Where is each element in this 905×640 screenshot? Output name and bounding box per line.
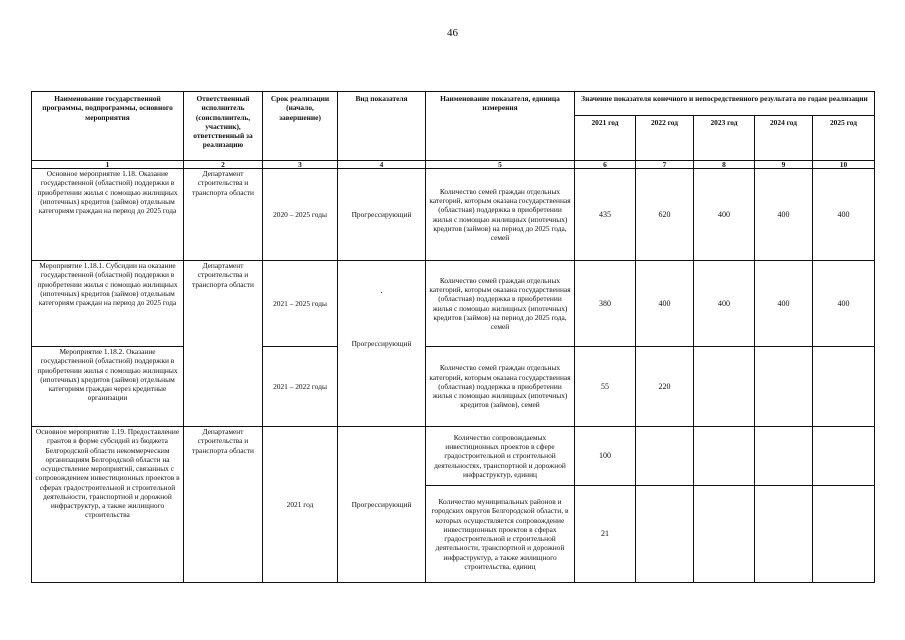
value-cell: 380 xyxy=(575,261,636,347)
value-cell: 100 xyxy=(575,427,636,486)
value-cell xyxy=(813,486,875,583)
value-cell: 55 xyxy=(575,347,636,427)
indicator-name: Количество семей граждан отдельных категорий, которым оказана государственная (областная) поддержка в приобретении жилья с помощью жилищных (ипотечных) кредитов (займов) на период до 2025 года, семей xyxy=(426,169,575,261)
period: 2021 – 2025 годы xyxy=(263,261,338,347)
value-cell: 220 xyxy=(636,347,694,427)
column-number: 1 xyxy=(32,161,184,169)
header-executor: Ответственный исполнитель (соисполнитель, участник), ответственный за реализацию xyxy=(184,92,263,161)
header-values-group: Значение показателя конечного и непосредственного результата по годам реализации xyxy=(575,92,875,116)
header-name: Наименование государственной программы, подпрограммы, основного мероприятия xyxy=(32,92,184,161)
column-number: 4 xyxy=(338,161,426,169)
indicator-type: Прогрессирующий xyxy=(351,338,412,348)
page-number: 46 xyxy=(447,27,458,39)
value-cell: 400 xyxy=(694,169,755,261)
indicator-type-cell xyxy=(338,261,426,427)
header-year: 2022 год xyxy=(636,116,694,161)
column-number: 7 xyxy=(636,161,694,169)
period: 2021 – 2022 годы xyxy=(263,347,338,427)
value-cell xyxy=(755,486,813,583)
column-number: 2 xyxy=(184,161,263,169)
value-cell xyxy=(813,347,875,427)
header-row xyxy=(32,92,875,116)
executor: Департамент строительства и транспорта области xyxy=(184,261,263,427)
indicator-name: Количество сопровождаемых инвестиционных проектов в сфере градостроительной и строительной деятельностях, транспортной и дорожной инфраструктур, единиц xyxy=(426,427,575,486)
indicator-name: Количество семей граждан отдельных категорий, которым оказана государственная (областная) поддержка в приобретении жилья с помощью жилищных (ипотечных) кредитов (займов) на период до 2025 года, семей xyxy=(426,261,575,347)
measure-name: Мероприятие 1.18.1. Субсидии на оказание государственной (областной) поддержки в приобретении жилья с помощью жилищных (ипотечных) кредитов (займов) отдельным категориям граждан на период до 2025 года xyxy=(32,261,184,347)
measure-name: Мероприятие 1.18.2. Оказание государственной (областной) поддержки в приобретении жилья с помощью жилищных (ипотечных) кредитов (займов) отдельным категориям граждан через кредитные организации xyxy=(32,347,184,427)
period: 2020 – 2025 годы xyxy=(263,169,338,261)
value-cell: 21 xyxy=(575,486,636,583)
executor: Департамент строительства и транспорта области xyxy=(184,169,263,261)
table-row xyxy=(32,427,875,486)
indicator-type: Прогрессирующий xyxy=(338,169,426,261)
value-cell xyxy=(636,427,694,486)
column-number: 9 xyxy=(755,161,813,169)
table-row xyxy=(32,261,875,347)
mark: . xyxy=(380,285,383,295)
value-cell xyxy=(813,427,875,486)
measure-name: Основное мероприятие 1.18. Оказание государственной (областной) поддержки в приобретении жилья с помощью жилищных (ипотечных) кредитов (займов) отдельным категориям граждан на период до 2025 года xyxy=(32,169,184,261)
header-year: 2021 год xyxy=(575,116,636,161)
value-cell: 400 xyxy=(813,261,875,347)
column-numbers-row xyxy=(32,161,875,169)
header-type: Вид показателя xyxy=(338,92,426,161)
value-cell xyxy=(636,486,694,583)
period: 2021 год xyxy=(263,427,338,583)
indicator-name: Количество муниципальных районов и городских округов Белгородской области, в которых осуществляется сопровождение инвестиционных проектов в сферах градостроительной и строительной деятельности, транспортной и дорожной инфраструктур, а также жилищного строительства, единиц xyxy=(426,486,575,583)
value-cell: 400 xyxy=(813,169,875,261)
measure-name: Основное мероприятие 1.19. Предоставление грантов в форме субсидий из бюджета Белгородской области некоммерческим организациям Белгородской области на осуществление мероприятий, связанных с сопровождением инвестиционных проектов в сферах градостроительной и строительной деятельности, транспортной и дорожной инфраструктур, а также жилищного строительства xyxy=(32,427,184,583)
table-row xyxy=(32,169,875,261)
results-table xyxy=(31,91,875,583)
table-row xyxy=(32,347,875,427)
header-period: Срок реализации (начало, завершение) xyxy=(263,92,338,161)
executor: Департамент строительства и транспорта области xyxy=(184,427,263,583)
column-number: 5 xyxy=(426,161,575,169)
value-cell: 400 xyxy=(755,169,813,261)
indicator-name: Количество семей граждан отдельных категорий, которым оказана государственная (областная) поддержка в приобретении жилья с помощью жилищных (ипотечных) кредитов (займов), семей xyxy=(426,347,575,427)
column-number: 6 xyxy=(575,161,636,169)
value-cell xyxy=(755,427,813,486)
value-cell xyxy=(755,347,813,427)
value-cell: 400 xyxy=(755,261,813,347)
value-cell xyxy=(694,486,755,583)
value-cell xyxy=(694,427,755,486)
column-number: 10 xyxy=(813,161,875,169)
value-cell: 400 xyxy=(636,261,694,347)
header-year: 2023 год xyxy=(694,116,755,161)
value-cell: 435 xyxy=(575,169,636,261)
value-cell: 620 xyxy=(636,169,694,261)
header-year: 2025 год xyxy=(813,116,875,161)
value-cell xyxy=(694,347,755,427)
header-year: 2024 год xyxy=(755,116,813,161)
value-cell: 400 xyxy=(694,261,755,347)
column-number: 8 xyxy=(694,161,755,169)
header-indicator: Наименование показателя, единица измерения xyxy=(426,92,575,161)
indicator-type: Прогрессирующий xyxy=(338,427,426,583)
column-number: 3 xyxy=(263,161,338,169)
